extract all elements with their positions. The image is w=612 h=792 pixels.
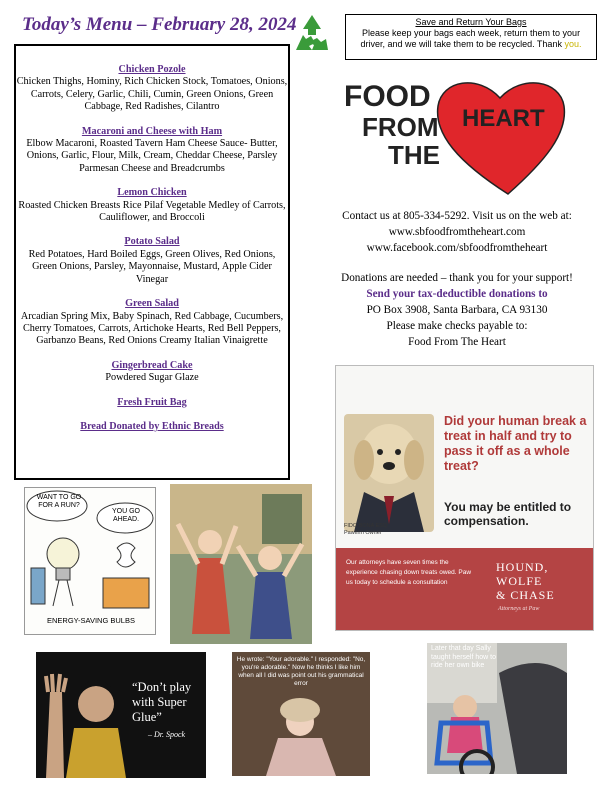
page-title: Today’s Menu – February 28, 2024 <box>22 14 297 35</box>
menu-item <box>16 64 288 114</box>
dancing-ladies-illustration <box>170 484 312 644</box>
dish-name: Bread Donated by Ethnic Breads <box>80 420 224 432</box>
food-from-the-heart-logo <box>338 72 588 202</box>
firm-name <box>496 560 555 602</box>
spock-attribution: – Dr. Spock <box>148 730 186 739</box>
cartoon-caption: ENERGY-SAVING BULBS <box>47 616 135 625</box>
firm-name-line: WOLFE <box>496 574 543 588</box>
payee-name: Food From The Heart <box>408 336 506 348</box>
spock-quote: “Don’t play with Super Glue” <box>132 680 192 724</box>
bag-notice-text: Please keep your bags each week, return them to your driver, and we will take them to be recycled. Thank <box>360 28 581 49</box>
hound-wolfe-chase-ad <box>335 365 594 631</box>
logo-text-heart: HEART <box>462 105 545 132</box>
logo-text-from: FROM <box>362 112 439 142</box>
ad-bottom-panel <box>336 548 593 630</box>
dish-name: Green Salad <box>125 298 179 310</box>
menu-item <box>16 187 288 224</box>
contact-phone-line: Contact us at 805-334-5292. Visit us on the web at: <box>342 210 572 222</box>
dish-name: Gingerbread Cake <box>111 359 193 371</box>
fido-name: FIDO BONA ESQ <box>344 523 388 529</box>
checks-line: Please make checks payable to: <box>386 320 528 332</box>
firm-tagline: Attorneys at Paw <box>498 606 540 612</box>
firm-name-line: HOUND, <box>496 560 549 574</box>
cartoon-bubble-1: WANT TO GO FOR A RUN? <box>36 494 82 509</box>
donations-line: Donations are needed – thank you for your support! <box>341 272 573 284</box>
contact-block <box>318 208 596 350</box>
bag-notice-you: you. <box>564 39 582 49</box>
facebook-link[interactable]: www.facebook.com/sbfoodfromtheheart <box>366 242 548 254</box>
menu-item <box>16 236 288 286</box>
recycle-icon <box>288 12 336 60</box>
send-donations-line: Send your tax-deductible donations to <box>366 288 548 300</box>
menu-item <box>16 360 288 385</box>
dish-description: Powdered Sugar Glaze <box>105 372 199 384</box>
painting-caption: He wrote: "Your adorable." I responded: "No, you're adorable." Now he thinks I like him when all I did was point out his grammatical error <box>236 656 366 687</box>
ad-attorneys-text: Our attorneys have seven times the experience chasing down treats owed. Paw us today to schedule a consultation <box>346 559 472 586</box>
menu-item <box>16 397 288 409</box>
firm-name-line: & CHASE <box>496 588 555 602</box>
dish-description: Elbow Macaroni, Roasted Tavern Ham Cheese Sauce- Butter, Onions, Garlic, Flour, Milk, Cream, Cheddar Cheese, Parsley Parmesan Cheese and Breadcrumbs <box>26 138 278 174</box>
ad-entitled: You may be entitled to compensation. <box>444 500 572 528</box>
heart-icon <box>438 83 565 194</box>
bag-notice <box>345 14 597 60</box>
menu-item <box>16 421 288 433</box>
energy-saving-bulbs-cartoon <box>24 487 156 635</box>
dish-description: Arcadian Spring Mix, Baby Spinach, Red Cabbage, Cucumbers, Cherry Tomatoes, Carrots, Artichoke Hearts, Red Bell Peppers, Garbanzo Beans, Red Onions Creamy Italian Vinaigrette <box>20 310 284 347</box>
dish-name: Macaroni and Cheese with Ham <box>81 125 223 137</box>
menu-item <box>16 298 288 348</box>
dish-description: Roasted Chicken Breasts Rice Pilaf Vegetable Medley of Carrots, Cauliflower, and Broccoli <box>18 199 286 224</box>
dish-description: Red Potatoes, Hard Boiled Eggs, Green Olives, Red Onions, Green Onions, Parsley, Mayonnaise, Mustard, Apple Cider Vinegar <box>28 248 276 285</box>
dish-name: Potato Salad <box>124 236 180 248</box>
dish-description: Chicken Thighs, Hominy, Rich Chicken Stock, Tomatoes, Onions, Carrots, Celery, Garlic, Chili, Cumin, Green Onions, Green Cabbage, Red Radishes, Cilantro <box>16 76 288 113</box>
bike-meme <box>427 643 567 774</box>
fido-title: Pawfirm Owner <box>344 530 382 536</box>
cartoon-bubble-2: YOU GO AHEAD. <box>111 508 140 523</box>
logo-text-the: THE <box>388 140 440 170</box>
ad-top-panel <box>336 366 593 548</box>
fido-credit <box>344 523 387 537</box>
logo-text-food: FOOD <box>344 80 431 113</box>
mailing-address: PO Box 3908, Santa Barbara, CA 93130 <box>366 304 548 316</box>
grammar-painting-meme <box>232 652 370 776</box>
dog-lawyer-image <box>344 414 434 532</box>
dish-name: Fresh Fruit Bag <box>117 396 187 408</box>
dish-name: Chicken Pozole <box>118 64 186 75</box>
menu-box <box>14 44 290 480</box>
ad-question: Did your human break a treat in half and try to pass it off as a whole treat? <box>444 414 587 473</box>
bag-notice-title: Save and Return Your Bags <box>415 17 527 27</box>
dish-name: Lemon Chicken <box>117 187 187 199</box>
menu-item <box>16 126 288 176</box>
spock-super-glue-meme <box>36 652 206 778</box>
bike-caption: Later that day Sally taught herself how to ride her own bike <box>431 645 496 669</box>
website-link[interactable]: www.sbfoodfromtheheart.com <box>388 226 526 238</box>
